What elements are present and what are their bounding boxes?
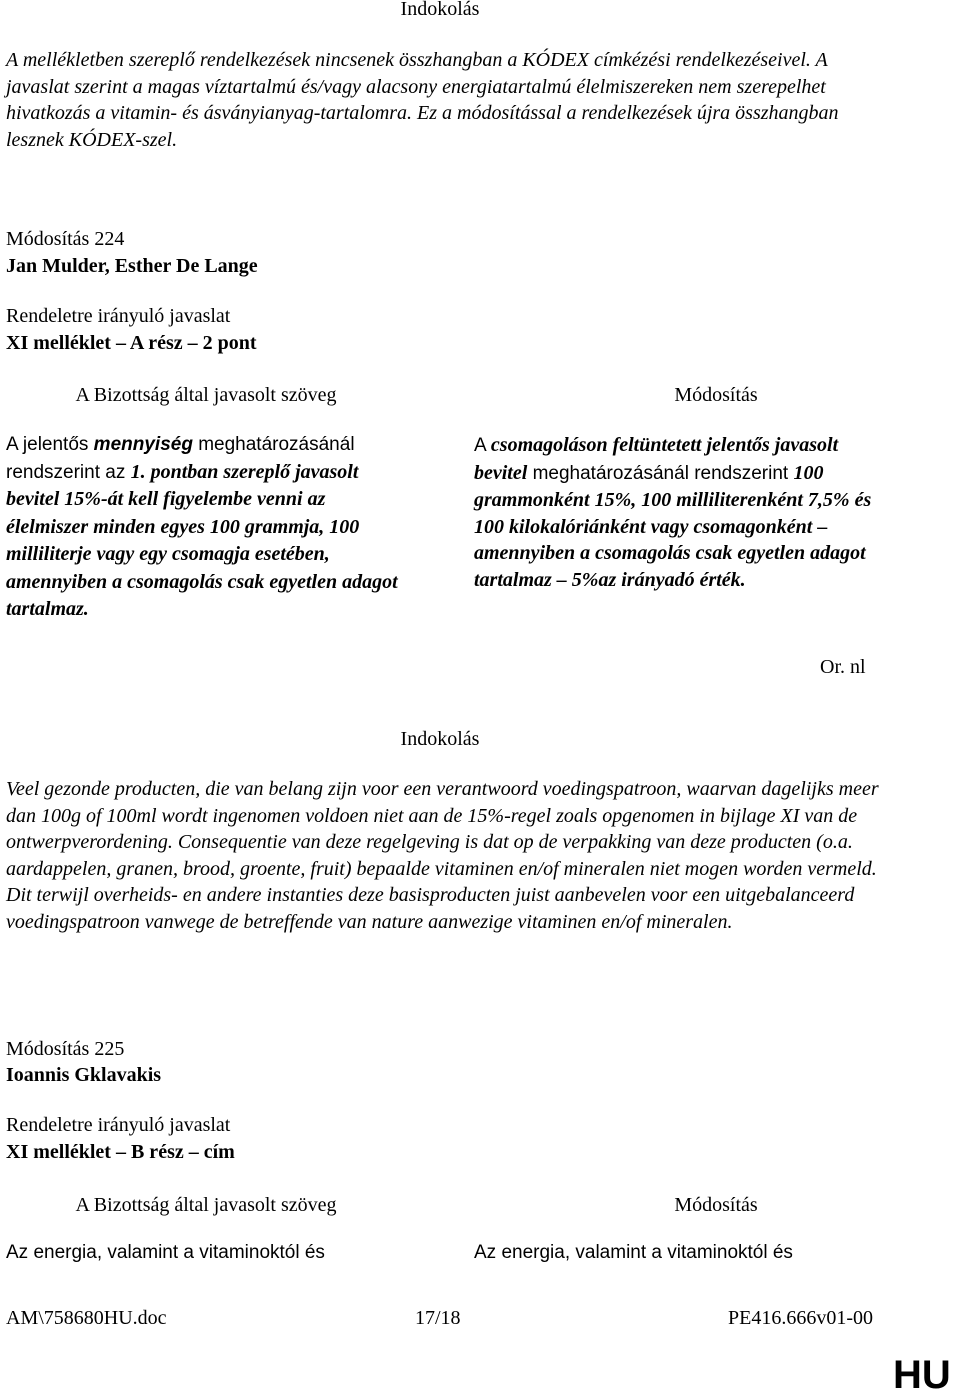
commission-text-225: Az energia, valamint a vitaminoktól és — [6, 1242, 325, 1263]
proposal-reference-224: XI melléklet – A rész – 2 pont — [6, 332, 257, 354]
proposal-type-224: Rendeletre irányuló javaslat — [6, 305, 231, 327]
commission-text-part: meghatározásánál rendszerint az — [6, 434, 355, 483]
amendment-text-inserted: 100 grammonként 15%, 100 milliliterenként 7,5% és 100 kilokalóriánként vagy csomagonként – amennyiben a csomagolás csak egyetlen adagot tartalmaz – 5%az irányadó érték. — [474, 461, 872, 591]
justification-text-1: A mellékletben szereplő rendelkezések nincsenek összhangban a KÓDEX címkézési rendelkezéseivel. A javaslat szerint a magas víztartalmú és/vagy alacsony energiatartalmú élelmiszereken nem szerepelhet hivatkozás a vitamin- és ásványianyag-tartalomra. Ez a módosítással a rendelkezések újra összhangban lesznek KÓDEX-szel. — [6, 49, 839, 151]
proposal-type-225: Rendeletre irányuló javaslat — [6, 1114, 231, 1136]
footer-doc-ref: AM\758680HU.doc — [6, 1307, 167, 1329]
amendment-text-225: Az energia, valamint a vitaminoktól és — [474, 1242, 793, 1263]
column-header-commission-225: A Bizottság által javasolt szöveg — [75, 1194, 337, 1216]
amendment-text-part: A — [474, 435, 491, 456]
proposal-reference-225: XI melléklet – B rész – cím — [6, 1141, 235, 1163]
footer-pe-ref: PE416.666v01-00 — [728, 1307, 873, 1329]
amendment-authors-224: Jan Mulder, Esther De Lange — [6, 255, 258, 277]
language-mark: HU — [893, 1353, 951, 1397]
justification-text-224: Veel gezonde producten, die van belang zijn voor een verantwoord voedingspatroon, waarvan dagelijks meer dan 100g of 100ml wordt ingenomen voldoen niet aan de 15%-regel zoals opgenomen in bijlage XI van de ontwerpverordening. Consequentie van deze regelgeving is dat op de verpakking van deze producten (o.a. aardappelen, granen, brood, groente, fruit) bepaalde vitaminen en/of mineralen niet mogen worden vermeld. Dit terwijl overheids- en andere instanties deze basisproducten juist aanbevelen voor een uitgebalanceerd voedingspatroon vanwege de betreffende van nature aanwezige vitaminen en/of mineralen. — [6, 778, 879, 933]
original-language: Or. nl — [820, 656, 866, 678]
footer-page-number: 17/18 — [415, 1307, 461, 1329]
amendment-authors-225: Ioannis Gklavakis — [6, 1064, 162, 1086]
commission-text-part: A jelentős — [6, 434, 94, 455]
amendment-text-part: meghatározásánál rendszerint — [527, 462, 794, 484]
amendment-number-225: Módosítás 225 — [6, 1038, 125, 1060]
commission-text-deleted: 1. pontban szereplő javasolt bevitel 15%-át kell figyelembe venni az élelmiszer minden egyes 100 grammja, 100 milliliterje vagy egy csomagja esetében, amennyiben a csomagolás csak egyetlen adagot tartalmaz. — [6, 460, 398, 620]
column-header-amendment-224: Módosítás — [674, 384, 758, 406]
amendment-text-inserted: csomagoláson feltüntetett jelentős javasolt bevitel — [474, 434, 839, 484]
amendment-number-224: Módosítás 224 — [6, 228, 125, 250]
column-header-commission-224: A Bizottság által javasolt szöveg — [75, 384, 337, 406]
commission-text-deleted: mennyiség — [93, 434, 193, 455]
column-header-amendment-225: Módosítás — [674, 1194, 758, 1216]
amendment-text-224 — [474, 432, 874, 593]
commission-text-224 — [6, 432, 411, 624]
justification-heading-224: Indokolás — [400, 728, 480, 750]
justification-heading-1: Indokolás — [400, 0, 480, 20]
